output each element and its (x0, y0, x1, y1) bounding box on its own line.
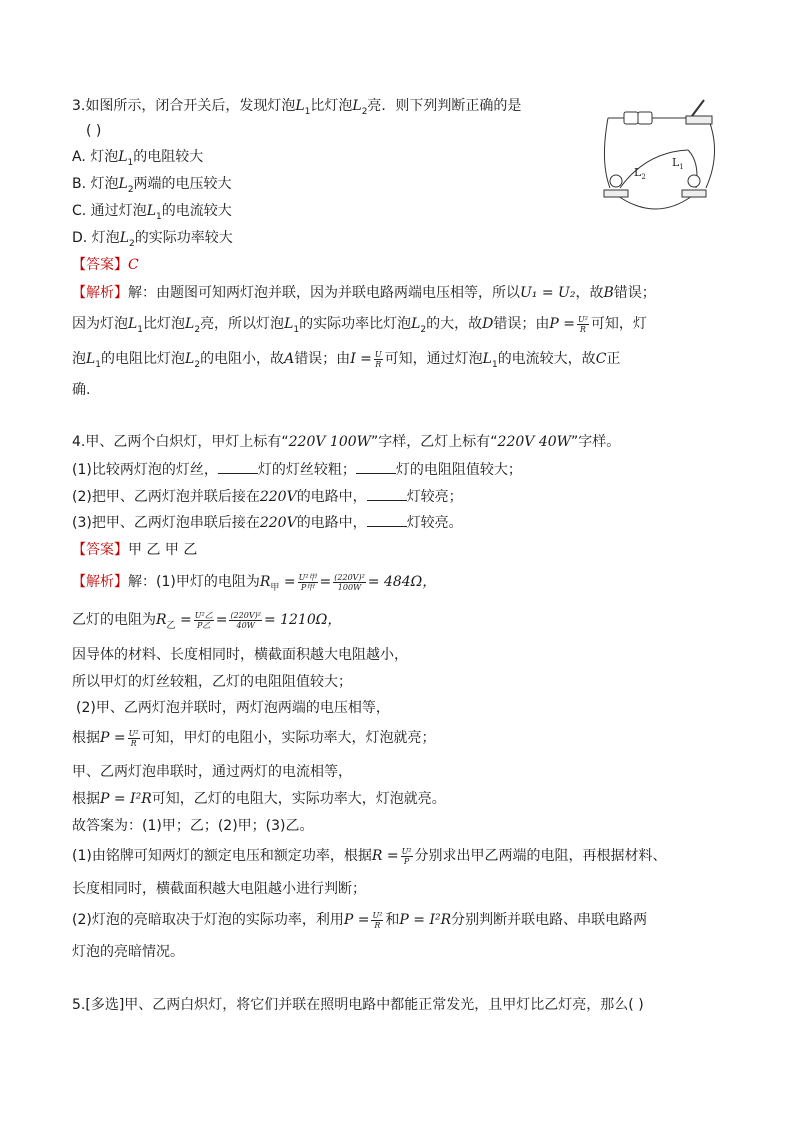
fraction: $\frac{\text{U²}}{R}$ (128, 728, 139, 748)
q4-analysis-line-4: 所以甲灯的灯丝较粗，乙灯的电阻阻值较大； (72, 674, 352, 690)
q4-analysis-line-6: 根据P = $\frac{\text{U²}}{R}$ 可知，甲灯的电阻小，实际功率大，灯泡就亮； (72, 728, 436, 748)
q4-stem: 4.甲、乙两个白炽灯，甲灯上标有“220V 100W”字样，乙灯上标有“220V 40W”字样。 (72, 434, 621, 450)
q4-analysis-line-1: 【解析】解：(1)甲灯的电阻为$R_甲$ = $\frac{\text{U²甲}}{\text{P甲}}$ = $\frac{\text{(220V)²}}{100W}$ = 484Ω， (72, 572, 437, 593)
q3-paren: ( ) (86, 123, 102, 139)
q3-stem: 3.如图所示，闭合开关后，发现灯泡$L_1$比灯泡$L_2$亮．则下列判断正确的是 (72, 98, 522, 117)
fraction: $\frac{\text{U²甲}}{\text{P甲}}$ (298, 572, 317, 592)
q4-part-3: (3)把甲、乙两灯泡串联后接在220V的电路中， 灯较亮。 (72, 512, 463, 533)
fraction: $\frac{\text{U²}}{R}$ (577, 314, 588, 334)
q4-analysis-line-3: 因导体的材料、长度相同时，横截面积越大电阻越小， (72, 647, 408, 663)
switch-base (686, 116, 712, 124)
q4-analysis-line-5: (2)甲、乙两灯泡并联时，两灯泡两端的电压相等， (76, 700, 390, 716)
q3-answer: 【答案】C (72, 257, 139, 273)
switch-lever (692, 100, 704, 116)
battery-1 (624, 112, 638, 124)
circuit-diagram (596, 92, 726, 222)
answer-blank[interactable] (356, 459, 396, 474)
q4-analysis-line-10: (1)由铭牌可知两灯的额定电压和额定功率，根据R = $\frac{\text{U²}}{P}$ 分别求出甲乙两端的电阻，再根据材料、 (72, 846, 667, 866)
q4-analysis-line-9: 故答案为：(1)甲；乙；(2)甲；(3)乙。 (72, 818, 314, 834)
bulb-l2-glass (610, 175, 622, 187)
q4-answer: 【答案】甲 乙 甲 乙 (72, 542, 198, 558)
label-l2: $L_2$ (634, 166, 646, 181)
q4-analysis-line-2: 乙灯的电阻为$R_乙$ = $\frac{\text{U²乙}}{\text{P乙}}$ = $\frac{\text{(220V)²}}{40W}$ = 1210Ω， (72, 610, 342, 631)
q3-option-d[interactable]: D. 灯泡$L_2$的实际功率较大 (72, 230, 233, 249)
q4-analysis-line-7: 甲、乙两灯泡串联时，通过两灯的电流相等， (72, 764, 352, 780)
q5-stem: 5.[多选]甲、乙两白炽灯，将它们并联在照明电路中都能正常发光，且甲灯比乙灯亮，那么( ) (72, 997, 644, 1013)
fraction: $\frac{\text{U²}}{R}$ (372, 910, 383, 930)
q3-analysis-line-2: 因为灯泡$L_1$比灯泡$L_2$亮，所以灯泡$L_1$的实际功率比灯泡$L_2$的大，故D错误；由P = $\frac{\text{U²}}{R}$ 可知，灯 (72, 314, 647, 335)
q3-option-a[interactable]: A. 灯泡$L_1$的电阻较大 (72, 149, 204, 168)
q3-analysis-line-3: 泡$L_1$的电阻比灯泡$L_2$的电阻小，故A错误；由I = $\frac{U}{R}$ 可知，通过灯泡$L_1$的电流较大，故C正 (72, 349, 621, 370)
answer-blank[interactable] (218, 459, 258, 474)
q4-analysis-line-11: 长度相同时，横截面积越大电阻越小进行判断； (72, 881, 366, 897)
fraction: $\frac{\text{(220V)²}}{40W}$ (230, 610, 261, 630)
fraction: $\frac{\text{U²乙}}{\text{P乙}}$ (194, 610, 213, 630)
q4-part-1: (1)比较两灯泡的灯丝， 灯的灯丝较粗； 灯的电阻阻值较大； (72, 459, 522, 480)
q3-option-c[interactable]: C. 通过灯泡$L_1$的电流较大 (72, 203, 232, 222)
answer-blank[interactable] (367, 486, 407, 501)
fraction: $\frac{\text{(220V)²}}{100W}$ (334, 572, 365, 592)
answer-blank[interactable] (367, 512, 407, 527)
bulb-l1-base (682, 190, 706, 197)
fraction: $\frac{U}{R}$ (374, 349, 382, 369)
fraction: $\frac{\text{U²}}{P}$ (401, 846, 412, 866)
bulb-l1-glass (688, 175, 700, 187)
battery-2 (638, 112, 652, 124)
label-l1: $L_1$ (672, 156, 684, 171)
q3-option-b[interactable]: B. 灯泡$L_2$两端的电压较大 (72, 176, 232, 195)
q4-analysis-line-12: (2)灯泡的亮暗取决于灯泡的实际功率，利用P = $\frac{\text{U²}}{R}$ 和P = I²R分别判断并联电路、串联电路两 (72, 910, 648, 930)
bulb-l2-base (604, 190, 628, 197)
q4-part-2: (2)把甲、乙两灯泡并联后接在220V的电路中， 灯较亮； (72, 486, 463, 507)
q3-analysis-line-4: 确. (72, 382, 91, 398)
q4-analysis-line-8: 根据P = I²R可知，乙灯的电阻大，实际功率大，灯泡就亮。 (72, 791, 446, 807)
q3-analysis-line-1: 【解析】解：由题图可知两灯泡并联，因为并联电路两端电压相等，所以U₁ = U₂，故B错误； (72, 285, 656, 301)
q4-analysis-line-13: 灯泡的亮暗情况。 (72, 944, 184, 960)
